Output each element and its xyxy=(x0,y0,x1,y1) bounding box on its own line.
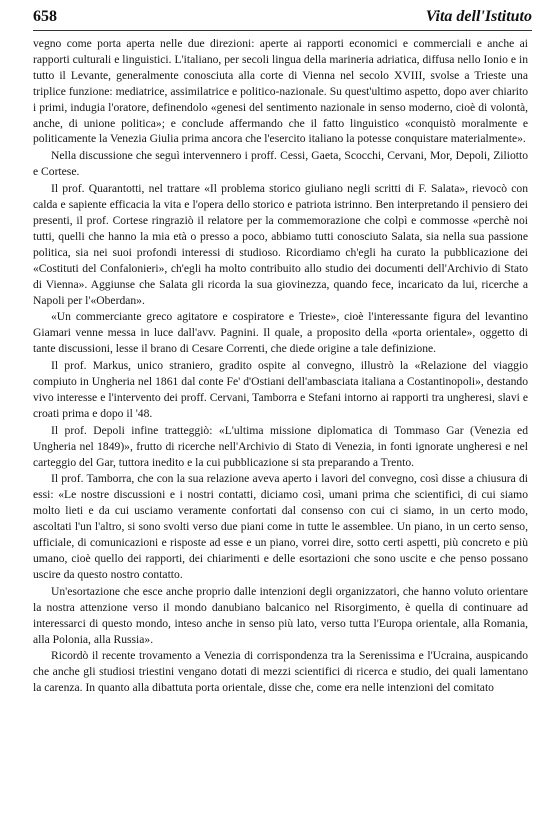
paragraph: Un'esortazione che esce anche proprio dalle intenzioni degli organizzatori, che hanno voluto orientare la nostra attenzione verso il mondo danubiano balcanico nel Risorgimento, è quella di continuare ad interessarci di questo mondo, inteso anche in senso più lato, verso tutta l'Europa orientale, alla Romania, alla Polonia, alla Russia». xyxy=(33,584,528,646)
page-number: 658 xyxy=(33,8,57,25)
paragraph: Il prof. Depoli infine tratteggiò: «L'ultima missione diplomatica di Tommaso Gar (Venezia ed Ungheria nel 1849)», frutto di ricerche nell'Archivio di Stato di Venezia, in fonti ignorate ungheresi e nel carteggio del Gar, tuttora inedito e la cui pubblicazione si sta preparando a Trento. xyxy=(33,423,528,469)
header-rule xyxy=(33,30,532,31)
body-text xyxy=(33,36,528,697)
page-header xyxy=(33,8,532,30)
paragraph: Il prof. Quarantotti, nel trattare «Il problema storico giuliano negli scritti di F. Salata», rievocò con calda e sapiente efficacia la vita e l'opera dello storico e patriota istrinno. Ben interpretando il pensiero dei presenti, il prof. Cortese ringraziò il relatore per la commemorazione che colpì e commosse «perchè noi tutti, quelli che hanno la mia età o presso a poco, abbiamo tutti conosciuto Salata, sia nella sua passione politica, sia nei suoi profondi interessi di studioso. Ricordiamo ch'egli ha curato la pubblicazione dei «Costituti del Confalonieri», ch'egli ha molto contribuito allo studio dei documenti dell'Archivio di Stato di Vienna». Aggiunse che Salata gli ricorda la sua giovinezza, quando fece, incaricato da lui, ricerche a Napoli per l'«Oberdan». xyxy=(33,182,528,307)
paragraph: Il prof. Tamborra, che con la sua relazione aveva aperto i lavori del convegno, così disse a chiusura di essi: «Le nostre discussioni e i nostri contatti, diciamo così, umani prima che scientifici, di cui siamo molto lieti e da cui usciamo veramente confortati dal consenso con cui ci siamo, in un certo modo, ascoltati l'un l'altro, si sono svolti verso due piani come in tutte le assemblee. Un piano, in un certo senso, ufficiale, di comunicazioni e risposte ad esse e un piano, vorrei dire, sotto certi aspetti, più concreto e più umano, cioè quello dei rapporti, dei chiarimenti e delle esortazioni che sono uscite e che penso possano uscire da questo nostro contatto. xyxy=(33,472,528,581)
paragraph: Nella discussione che seguì intervennero i proff. Cessi, Gaeta, Scocchi, Cervani, Mor, Depoli, Ziliotto e Cortese. xyxy=(33,149,528,179)
paragraph: «Un commerciante greco agitatore e cospiratore e Trieste», cioè l'interessante figura del levantino Giamari venne messa in luce dall'avv. Pagnini. Il quale, a proposito della «porta orientale», oggetto di tante discussioni, lesse il brano di Cesare Correnti, che diede origine a tale definizione. xyxy=(33,310,528,356)
paragraph: Il prof. Markus, unico straniero, gradito ospite al convegno, illustrò la «Relazione del viaggio compiuto in Ungheria nel 1861 dal conte Fe' d'Ostiani dell'ambasciata italiana a Costantinopoli», destando vivo interesse e l'intervento dei proff. Cervani, Tamborra e Stefani intorno ai rapporti tra ungheresi, slavi e croati prima e dopo il '48. xyxy=(33,359,528,420)
paragraph: Ricordò il recente trovamento a Venezia di corrispondenza tra la Serenissima e l'Ucraina, auspicando che anche gli studiosi triestini vengano dotati di mezzi scientifici di ricerca e studio, dei quali lamentano la carenza. In quanto alla dibattuta porta orientale, disse che, come era nelle intenzioni del comitato xyxy=(33,649,528,695)
running-title: Vita dell'Istituto xyxy=(425,8,532,25)
paragraph: vegno come porta aperta nelle due direzioni: aperte ai rapporti economici e commerciali e anche ai rapporti culturali e linguistici. L'italiano, per secoli lingua della marineria adriatica, diffusa nello Ionio e in tutto il Levante, generalmente conosciuta alla corte di Vienna nel secolo XVIII, svolse a Trieste una triplice funzione: mediatrice, assimilatrice e politico-nazionale. Su quest'ultimo aspetto, dopo aver chiarito i primi, indugia l'oratore, definendolo «genesi del sentimento nazionale in senso moderno, cioè di volontà, anche, di unione politica»; e conclude affermando che il fatto linguistico «conquistò moralmente e politicamente la Venezia Giulia prima ancora che l'esercito italiano la potesse conquistare materialmente». xyxy=(33,37,528,146)
